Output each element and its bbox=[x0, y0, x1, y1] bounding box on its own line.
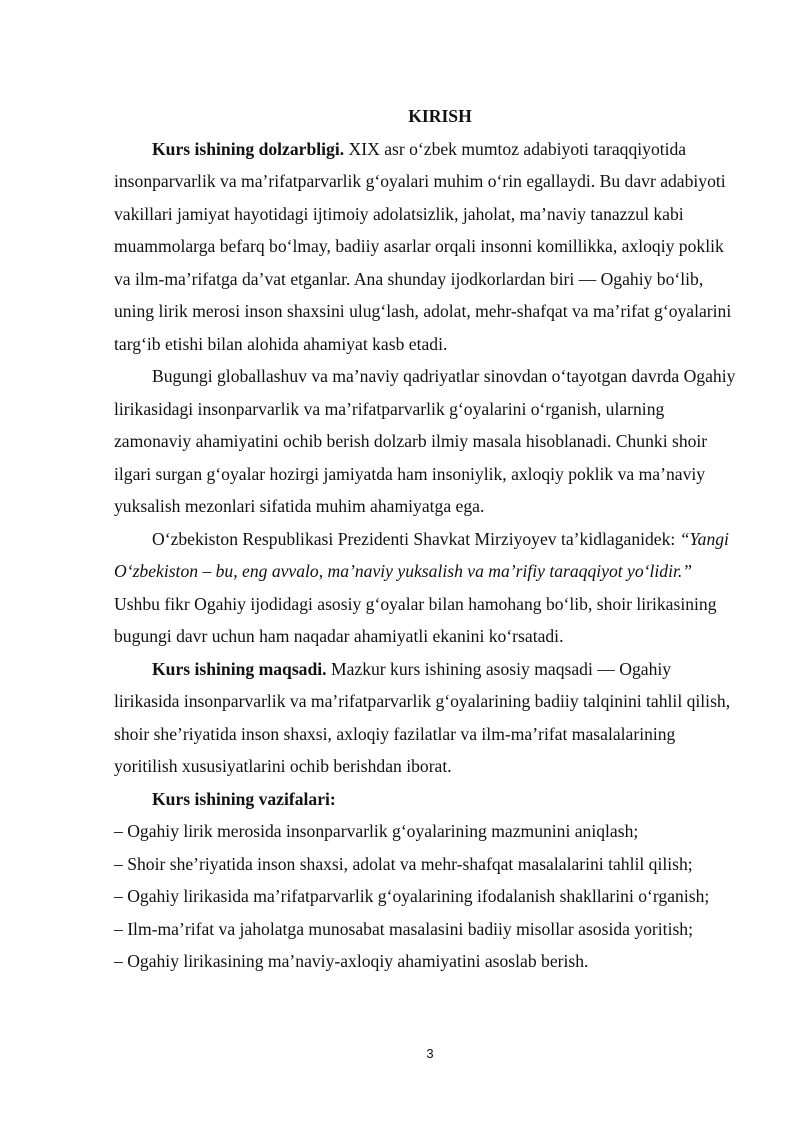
tasks-list bbox=[114, 815, 736, 978]
quote-intro: O‘zbekiston Respublikasi Prezidenti Shavkat Mirziyoyev ta’kidlaganidek: bbox=[152, 528, 676, 549]
task-item: – Ogahiy lirik merosida insonparvarlik g‘oyalarining mazmunini aniqlash; bbox=[114, 821, 639, 841]
relevance-text: XIX asr o‘zbek mumtoz adabiyoti taraqqiyotida insonparvarlik va ma’rifatparvarlik g‘oyalari muhim o‘rin egallaydi. Bu davr adabiyoti vakillari jamiyat hayotidagi ijtimoiy adolatsizlik, jaholat, ma’naviy tanazzul kabi muammolarga befarq bo‘lmay, badiiy asarlar orqali insonni komillikka, axloqiy poklik va ilm-ma’rifatga da’vat etganlar. Ana shunday ijodkorlardan biri — Ogahiy bo‘lib, uning lirik merosi inson shaxsini ulug‘lash, adolat, mehr-shafqat va ma’rifat g‘oyalarini targ‘ib etishi bilan alohida ahamiyat kasb etadi. bbox=[114, 138, 732, 354]
quote-paragraph bbox=[114, 523, 736, 653]
goal-text: Mazkur kurs ishining asosiy maqsadi — Ogahiy lirikasida insonparvarlik va ma’rifatparvarlik g‘oyalarining badiiy talqinini tahlil qilish, shoir she’riyatida inson shaxsi, axloqiy fazilatlar va ilm-ma’rifat masalalarining yoritilish xususiyatlarini ochib berishdan iborat. bbox=[114, 658, 731, 776]
quote-rest: Ushbu fikr Ogahiy ijodidagi asosiy g‘oyalar bilan hamohang bo‘lib, shoir lirikasining bugungi davr uchun ham naqadar ahamiyatli ekanini ko‘rsatadi. bbox=[114, 593, 717, 646]
task-item: – Ogahiy lirikasida ma’rifatparvarlik g‘oyalarining ifodalanish shakllarini o‘rganish; bbox=[114, 886, 710, 906]
goal-lead: Kurs ishining maqsadi. bbox=[152, 658, 327, 679]
relevance-paragraph bbox=[114, 133, 736, 361]
task-item: – Ogahiy lirikasining ma’naviy-axloqiy ahamiyatini asoslab berish. bbox=[114, 951, 589, 971]
goal-paragraph bbox=[114, 653, 736, 783]
relevance-lead: Kurs ishining dolzarbligi. bbox=[152, 138, 345, 159]
task-item: – Shoir she’riyatida inson shaxsi, adolat va mehr-shafqat masalalarini tahlil qilish; bbox=[114, 853, 693, 874]
task-item: – Ilm-ma’rifat va jaholatga munosabat masalasini badiiy misollar asosida yoritish; bbox=[114, 918, 693, 939]
document-page bbox=[114, 100, 736, 978]
tasks-heading: Kurs ishining vazifalari: bbox=[152, 788, 336, 809]
page-number: 3 bbox=[426, 1046, 434, 1061]
president-quote: “Yangi O‘zbekiston – bu, eng avvalo, ma’naviy yuksalish va ma’rifiy taraqqiyot yo‘lidir.” bbox=[114, 528, 729, 581]
section-heading: KIRISH bbox=[408, 106, 472, 126]
globalization-paragraph: Bugungi globallashuv va ma’naviy qadriyatlar sinovdan o‘tayotgan davrda Ogahiy lirikasidagi insonparvarlik va ma’rifatparvarlik g‘oyalarini o‘rganish, ularning zamonaviy ahamiyatini ochib berish dolzarb ilmiy masala hisoblanadi. Chunki shoir ilgari surgan g‘oyalar hozirgi jamiyatda ham insoniylik, axloqiy poklik va ma’naviy yuksalish mezonlari sifatida muhim ahamiyatga ega. bbox=[114, 366, 736, 516]
